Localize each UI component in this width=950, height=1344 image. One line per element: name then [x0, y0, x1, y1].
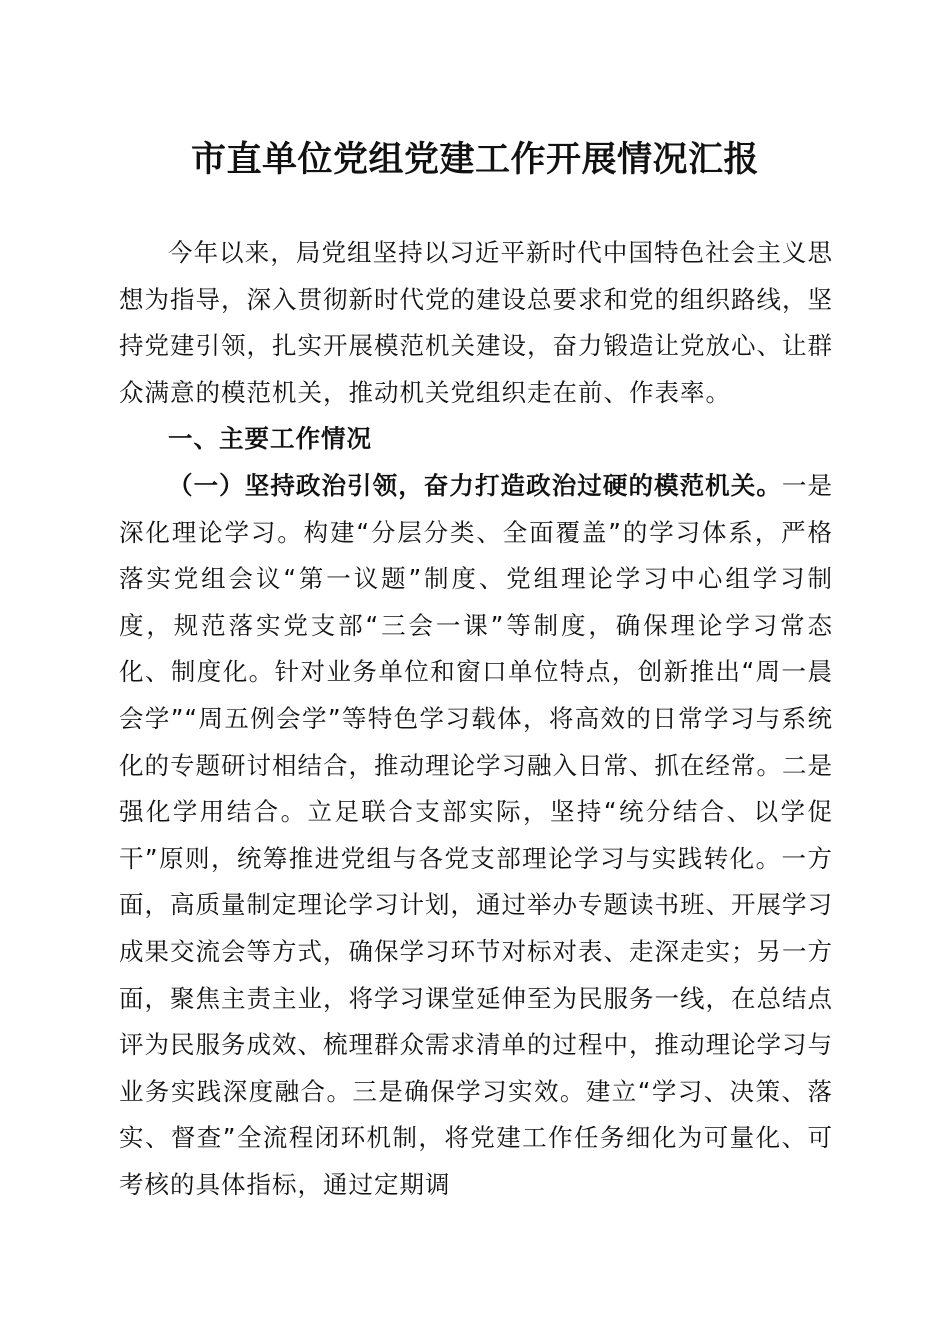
document-body — [119, 230, 833, 1208]
subsection-body: 一是深化理论学习。构建“分层分类、全面覆盖”的学习体系，严格落实党组会议“第一议题”制度、党组理论学习中心组学习制度，规范落实党支部“三会一课”等制度，确保理论学习常态化、制度化。针对业务单位和窗口单位特点，创新推出“周一晨会学”“周五例会学”等特色学习载体，将高效的日常学习与系统化的专题研讨相结合，推动理论学习融入日常、抓在经常。二是强化学用结合。立足联合支部实际，坚持“统分结合、以学促干”原则，统筹推进党组与各党支部理论学习与实践转化。一方面，高质量制定理论学习计划，通过举办专题读书班、开展学习成果交流会等方式，确保学习环节对标对表、走深走实；另一方面，聚焦主责主业，将学习课堂延伸至为民服务一线，在总结点评为民服务成效、梳理群众需求清单的过程中，推动理论学习与业务实践深度融合。三是确保学习实效。建立“学习、决策、落实、督查”全流程闭环机制，将党建工作任务细化为可量化、可考核的具体指标，通过定期调 — [119, 470, 834, 1199]
subsection-paragraph — [119, 463, 833, 1209]
subsection-heading: （一）坚持政治引领，奋力打造政治过硬的模范机关。 — [168, 470, 782, 500]
intro-paragraph: 今年以来，局党组坚持以习近平新时代中国特色社会主义思想为指导，深入贯彻新时代党的建设总要求和党的组织路线，坚持党建引领，扎实开展模范机关建设，奋力锻造让党放心、让群众满意的模范机关，推动机关党组织走在前、作表率。 — [119, 238, 833, 407]
section-heading: 一、主要工作情况 — [168, 424, 372, 454]
document-title: 市直单位党组党建工作开展情况汇报 — [190, 139, 759, 180]
